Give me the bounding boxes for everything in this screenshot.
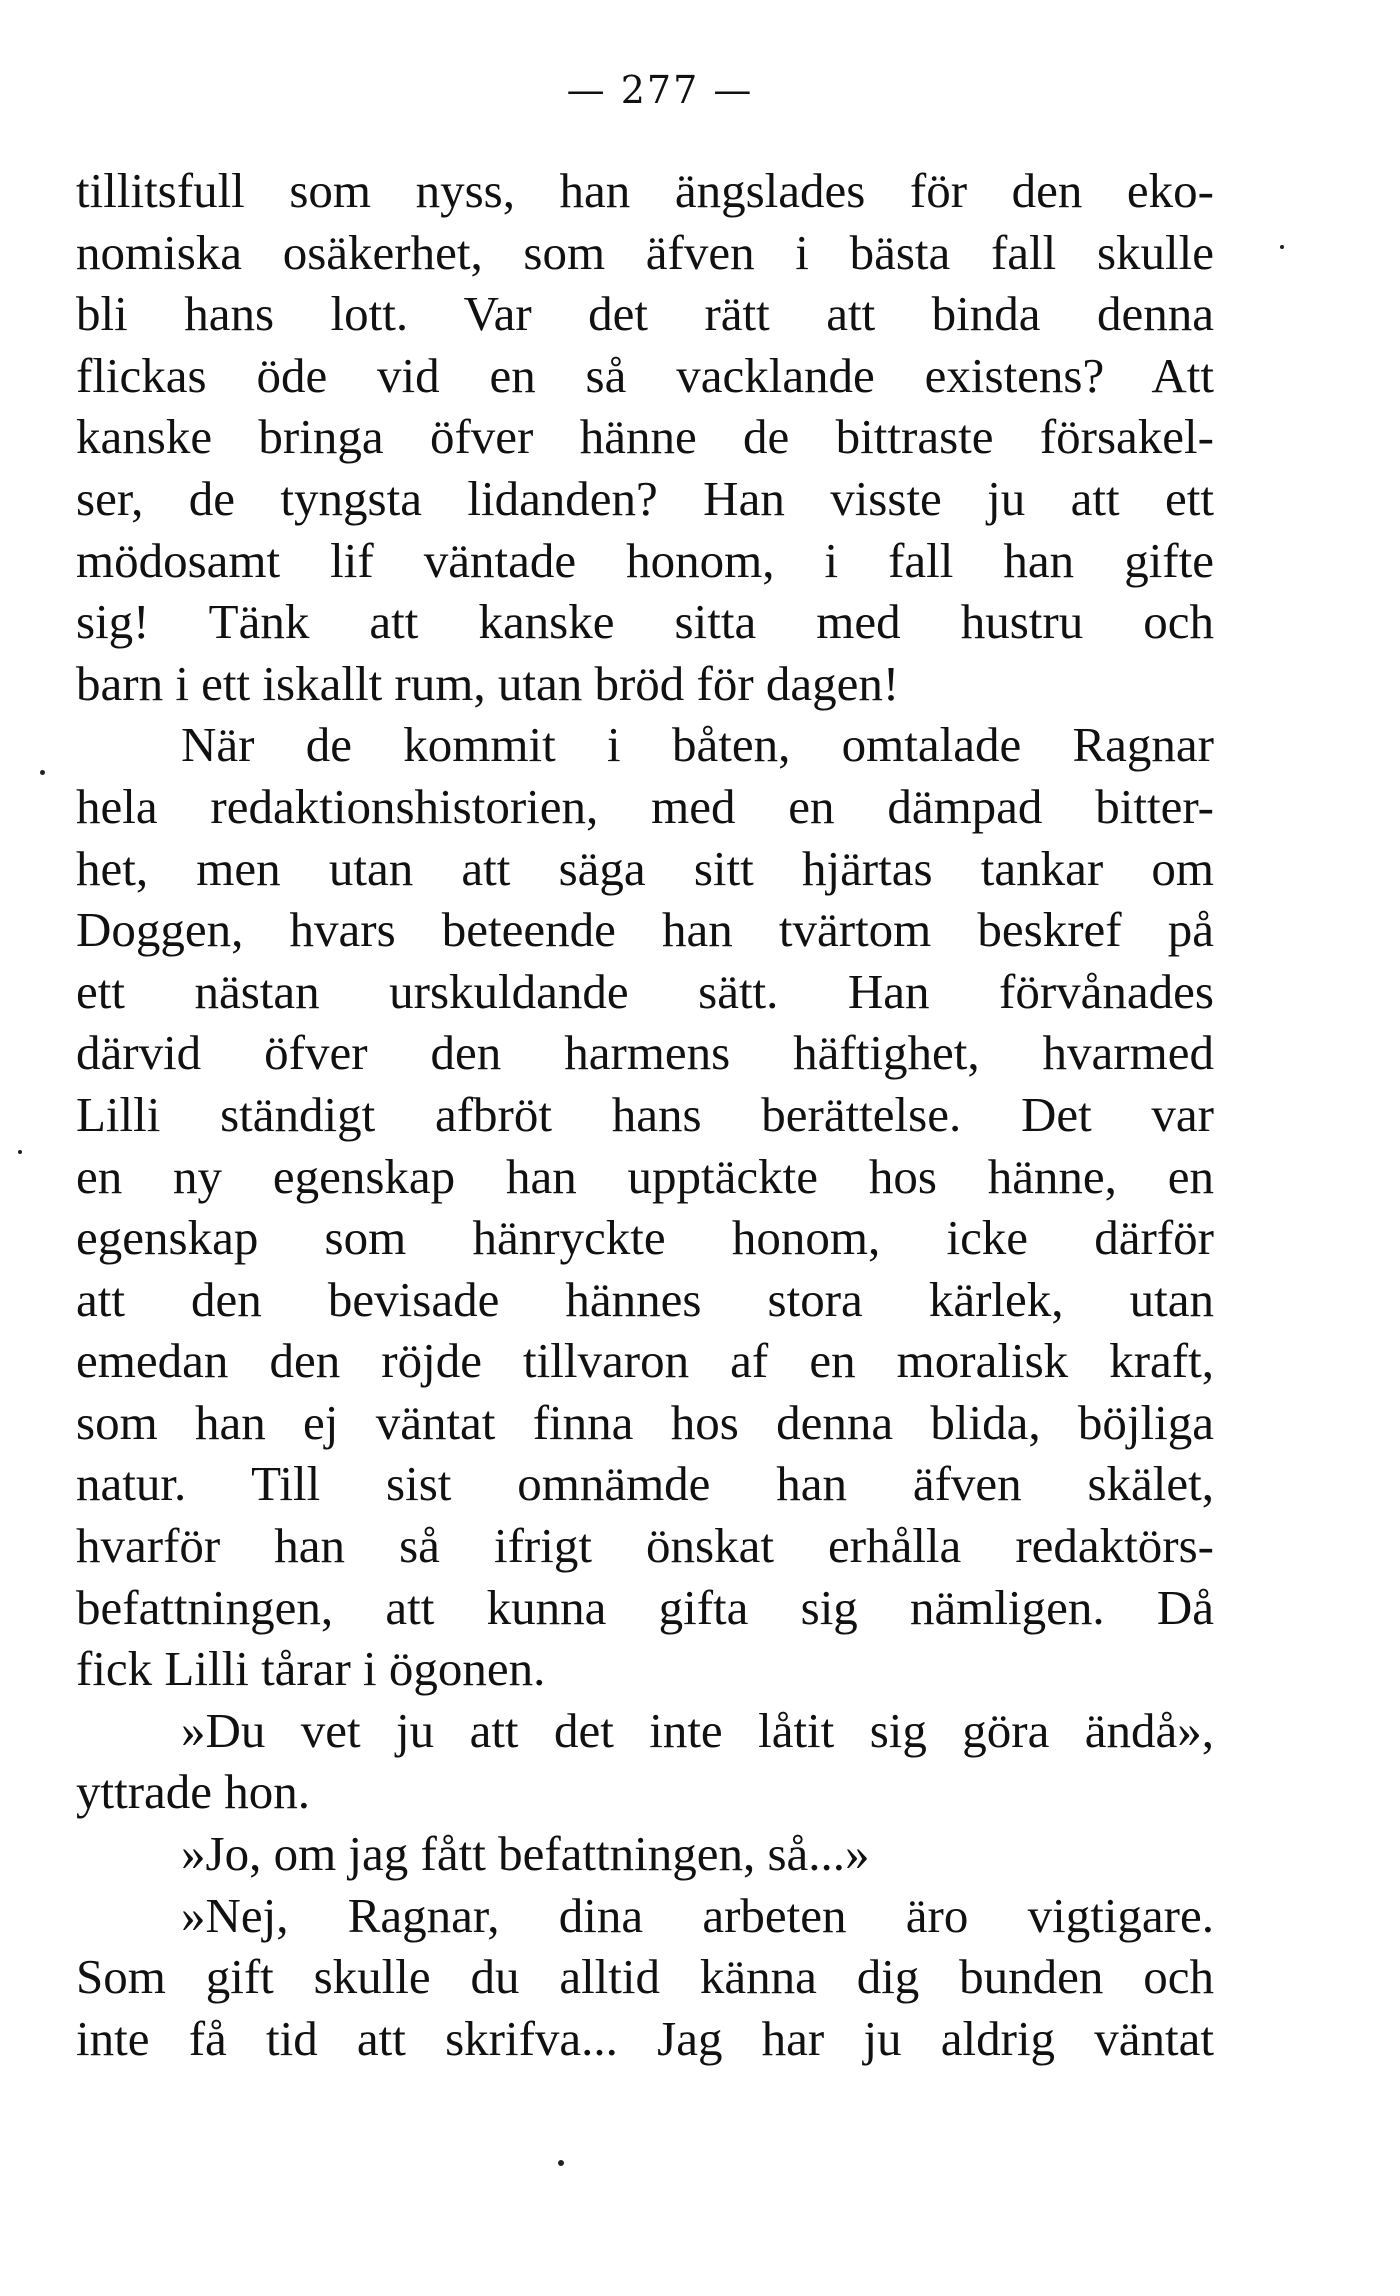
text-line: nomiska osäkerhet, som äfven i bästa fall skulle [76,224,1214,280]
text-line: befattningen, att kunna gifta sig nämligen. Då [76,1579,1214,1635]
text-line: inte få tid att skrifva... Jag har ju aldrig väntat [76,2010,1214,2066]
text-line: kanske bringa öfver hänne de bittraste försakel- [76,409,1214,465]
text-line: »Nej, Ragnar, dina arbeten äro vigtigare. [181,1887,1214,1943]
text-line: »Du vet ju att det inte låtit sig göra ändå», [181,1702,1214,1758]
body-text [76,160,1214,2069]
text-line: natur. Till sist omnämde han äfven skälet, [76,1456,1214,1512]
text-line: egenskap som hänryckte honom, icke därför [76,1210,1214,1266]
scan-speck [1280,245,1284,249]
text-line: flickas öde vid en så vacklande existens? Att [76,347,1214,403]
text-line: som han ej väntat finna hos denna blida, böjliga [76,1394,1214,1450]
text-line: barn i ett iskallt rum, utan bröd för dagen! [76,655,900,711]
text-line: ett nästan urskuldande sätt. Han förvånades [76,963,1214,1019]
text-line: »Jo, om jag fått befattningen, så...» [181,1826,870,1882]
text-line: hela redaktionshistorien, med en dämpad bitter- [76,778,1214,834]
text-line: sig! Tänk att kanske sitta med hustru och [76,594,1214,650]
text-line: Doggen, hvars beteende han tvärtom beskref på [76,902,1214,958]
text-line: yttrade hon. [76,1764,311,1820]
text-line: När de kommit i båten, omtalade Ragnar [181,717,1214,773]
text-line: en ny egenskap han upptäckte hos hänne, en [76,1148,1214,1204]
text-line: hvarför han så ifrigt önskat erhålla redaktörs- [76,1518,1214,1574]
text-line: att den bevisade hännes stora kärlek, utan [76,1271,1214,1327]
text-line: fick Lilli tårar i ögonen. [76,1641,546,1697]
text-line: Som gift skulle du alltid känna dig bunden och [76,1949,1214,2005]
scan-speck [18,1150,22,1154]
text-line: därvid öfver den harmens häftighet, hvarmed [76,1025,1214,1081]
text-line: het, men utan att säga sitt hjärtas tankar om [76,840,1214,896]
scan-speck [558,2160,564,2166]
text-line: mödosamt lif väntade honom, i fall han gifte [76,532,1214,588]
page-number: — 277 — [566,68,754,112]
scan-speck [40,770,45,775]
text-line: ser, de tyngsta lidanden? Han visste ju att ett [76,470,1214,526]
text-line: tillitsfull som nyss, han ängslades för den eko- [76,163,1214,218]
text-line: emedan den röjde tillvaron af en moralisk kraft, [76,1333,1214,1389]
text-line: bli hans lott. Var det rätt att binda denna [76,286,1214,342]
text-line: Lilli ständigt afbröt hans berättelse. Det var [76,1086,1214,1142]
